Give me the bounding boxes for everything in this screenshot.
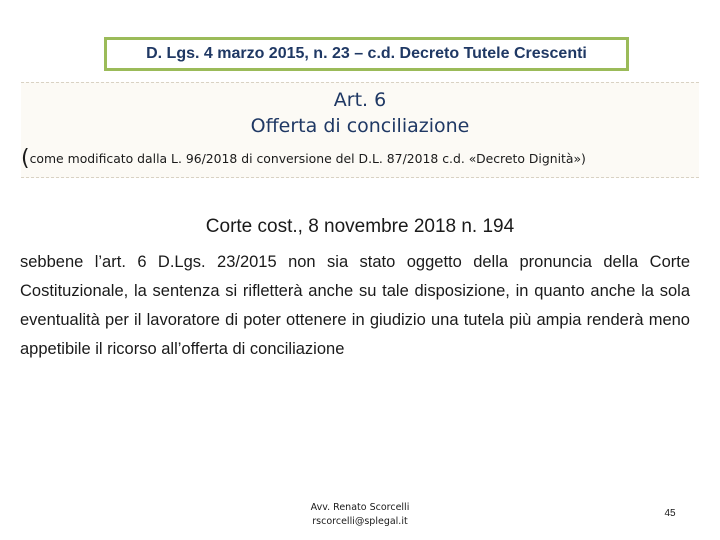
article-title: Offerta di conciliazione — [250, 115, 470, 137]
footer-author-email: rscorcelli@splegal.it — [312, 516, 408, 527]
article-number: Art. 6 — [333, 89, 387, 111]
article-note — [21, 146, 711, 171]
article-note-open-paren: ( — [21, 146, 30, 171]
footer-author-name: Avv. Renato Scorcelli — [310, 502, 410, 513]
ruling-body-text: sebbene l’art. 6 D.Lgs. 23/2015 non sia stato oggetto della pronuncia della Corte Costituzionale, la sentenza si rifletterà anche su tale disposizione, in quanto anche la sola eventualità per il lavoratore di poter ottenere in giudizio una tutela più ampia renderà meno appetibile il ricorso all’offerta di conciliazione — [20, 253, 690, 358]
footer-author-block — [250, 501, 470, 529]
ruling-heading: Corte cost., 8 novembre 2018 n. 194 — [205, 216, 515, 237]
page-number: 45 — [664, 508, 676, 519]
slide-header-box — [104, 37, 629, 71]
slide-header-title: D. Lgs. 4 marzo 2015, n. 23 – c.d. Decreto Tutele Crescenti — [146, 45, 587, 62]
article-note-text: come modificato dalla L. 96/2018 di conversione del D.L. 87/2018 c.d. «Decreto Dignità») — [29, 151, 586, 166]
